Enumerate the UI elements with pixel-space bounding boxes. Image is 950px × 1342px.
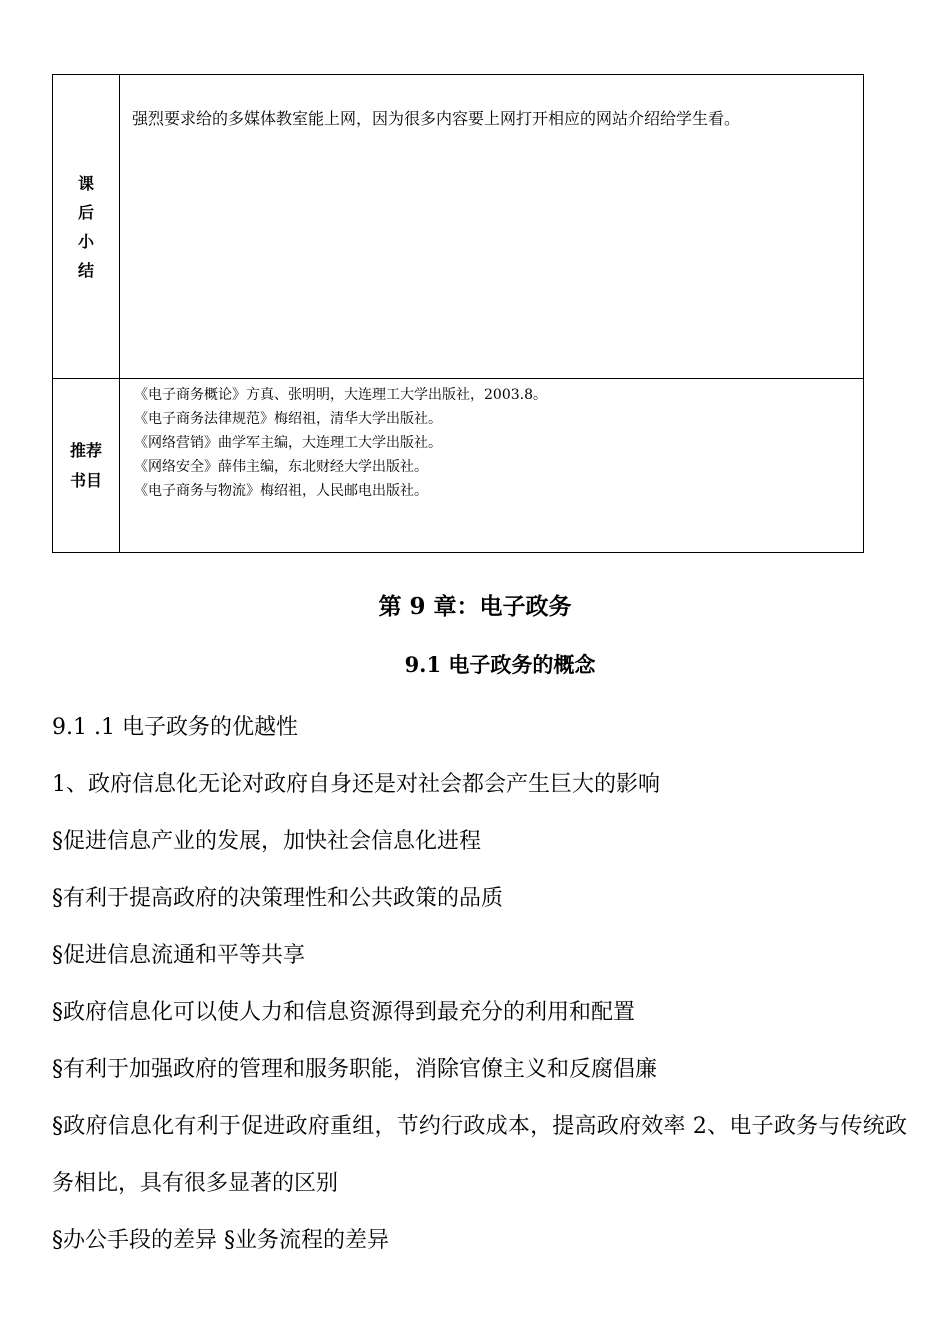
chapter-title: 第 9 章：电子政务 [378,593,572,620]
summary-label-char: 课 [77,173,94,193]
subsection-heading: 9.1 .1 电子政务的优越性 [52,715,298,740]
bullet-item: §办公手段的差异 §业务流程的差异 [52,1228,389,1253]
lesson-plan-table [52,74,864,553]
books-label-line: 书目 [69,470,102,490]
summary-text: 强烈要求给的多媒体教室能上网，因为很多内容要上网打开相应的网站介绍给学生看。 [120,75,864,379]
books-label [53,379,120,553]
summary-label [53,75,120,379]
summary-label-char: 后 [77,202,94,222]
body-text [52,699,907,1269]
book-item: 《网络安全》薛伟主编，东北财经大学出版社。 [134,459,428,475]
summary-label-char: 小 [77,231,94,251]
section-title: 9.1 电子政务的概念 [404,652,596,677]
book-item: 《网络营销》曲学军主编，大连理工大学出版社。 [134,435,442,451]
bullet-item: §促进信息产业的发展，加快社会信息化进程 [52,829,482,854]
books-label-line: 推荐 [69,440,102,460]
book-item: 《电子商务法律规范》梅绍祖，清华大学出版社。 [134,411,442,427]
summary-row [53,75,864,379]
bullet-item: §政府信息化有利于促进政府重组，节约行政成本，提高政府效率 2、电子政务与传统政务相比，具有很多显著的区别 [52,1114,907,1196]
bullet-item: §有利于提高政府的决策理性和公共政策的品质 [52,886,504,911]
summary-label-char: 结 [77,260,94,280]
bullet-item: §促进信息流通和平等共享 [52,943,306,968]
books-list [120,379,864,553]
book-item: 《电子商务与物流》梅绍祖，人民邮电出版社。 [134,483,428,499]
bullet-item: §政府信息化可以使人力和信息资源得到最充分的利用和配置 [52,1000,636,1025]
book-item: 《电子商务概论》方真、张明明，大连理工大学出版社，2003.8。 [134,387,547,403]
books-row [53,379,864,553]
paragraph: 1、政府信息化无论对政府自身还是对社会都会产生巨大的影响 [52,772,660,797]
bullet-item: §有利于加强政府的管理和服务职能，消除官僚主义和反腐倡廉 [52,1057,658,1082]
